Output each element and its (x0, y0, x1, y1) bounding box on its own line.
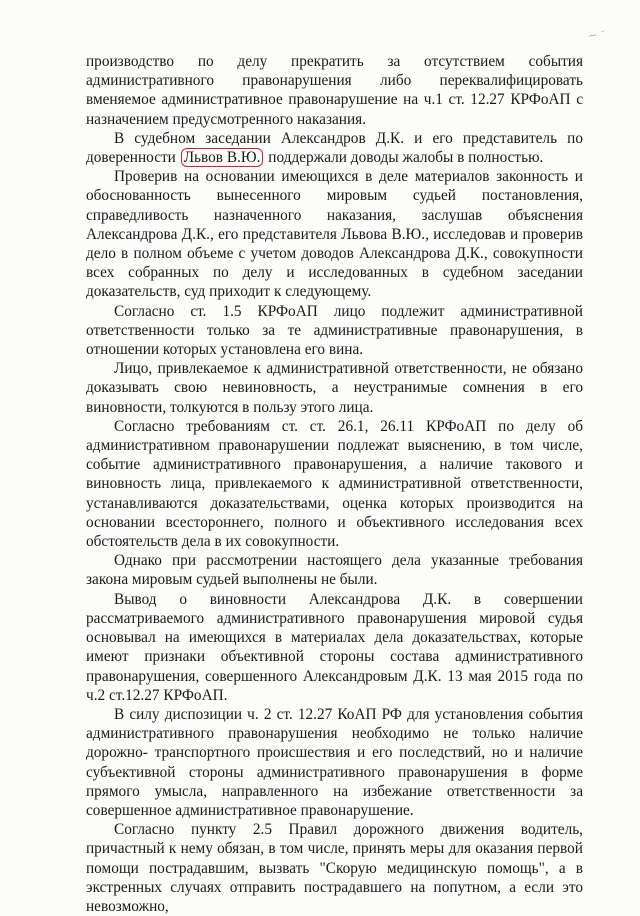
highlighted-name: Львов В.Ю. (181, 148, 264, 167)
paragraph-9: В силу диспозиции ч. 2 ст. 12.27 КоАП РФ для установления события административного правонарушения необходимо не только наличие дорожно- транспортного происшествия и его последствий, но и наличие субъективной стороны административного правонарушения в форме прямого умысла, направленного на избежание ответственности за совершенное административное правонарушение. (86, 705, 583, 819)
paragraph-8: Вывод о виновности Александрова Д.К. в совершении рассматриваемого административного правонарушения мировой судья основывал на имеющихся в материалах дела доказательствах, которые имеют признаки объективной стороны состава административного правонарушения, совершенного Александровым Д.К. 13 мая 2015 года по ч.2 ст.12.27 КРФоАП. (86, 590, 583, 704)
paragraph-10: Согласно пункту 2.5 Правил дорожного движения водитель, причастный к нему обязан, в том числе, принять меры для оказания первой помощи пострадавшим, вызвать "Скорую медицинскую помощь", а в экстренных случаях отправить пострадавшего на попутном, а если это невозможно, (86, 821, 583, 915)
paragraph-5: Лицо, привлекаемое к административной ответственности, не обязано доказывать свою невиновность, а неустранимые сомнения в его виновности, толкуются в пользу этого лица. (86, 360, 583, 416)
corner-pen-mark: ~ ⁻ (586, 26, 608, 43)
paragraph-4: Согласно ст. 1.5 КРФоАП лицо подлежит административной ответственности только за те административные правонарушения, в отношении которых установлена его вина. (86, 302, 583, 359)
paragraph-7: Однако при рассмотрении настоящего дела указанные требования закона мировым судьей выполнены не были. (86, 552, 583, 589)
paragraph-6: Согласно требованиям ст. ст. 26.1, 26.11 КРФоАП по делу об административном правонарушении подлежат выяснению, в том числе, событие административного правонарушения, а наличие такового и виновность лица, привлекаемого к административной ответственности, устанавливаются доказательствами, оценка которых производится на основании всестороннего, полного и объективного исследования всех обстоятельств дела в их совокупности. (86, 417, 583, 551)
document-body (86, 52, 583, 916)
paragraph-3: Проверив на основании имеющихся в деле материалов законность и обоснованность вынесенного мировым судьей постановления, справедливость назначенного наказания, заслушав объяснения Александрова Д.К., его представителя Львова В.Ю., исследовав и проверив дело в полном объеме с учетом доводов Александрова Д.К., совокупности всех собранных по делу и исследованных в судебном заседании доказательств, суд приходит к следующему. (86, 168, 583, 301)
paragraph-1: производство по делу прекратить за отсутствием события административного правонарушения либо переквалифицировать вменяемое административное правонарушение на ч.1 ст. 12.27 КРФоАП с назначением предусмотренного наказания. (86, 53, 583, 128)
paragraph-2: В судебном заседании Александров Д.К. и его представитель по доверенности Львов В.Ю. поддержали доводы жалобы в полностью. (86, 129, 583, 167)
